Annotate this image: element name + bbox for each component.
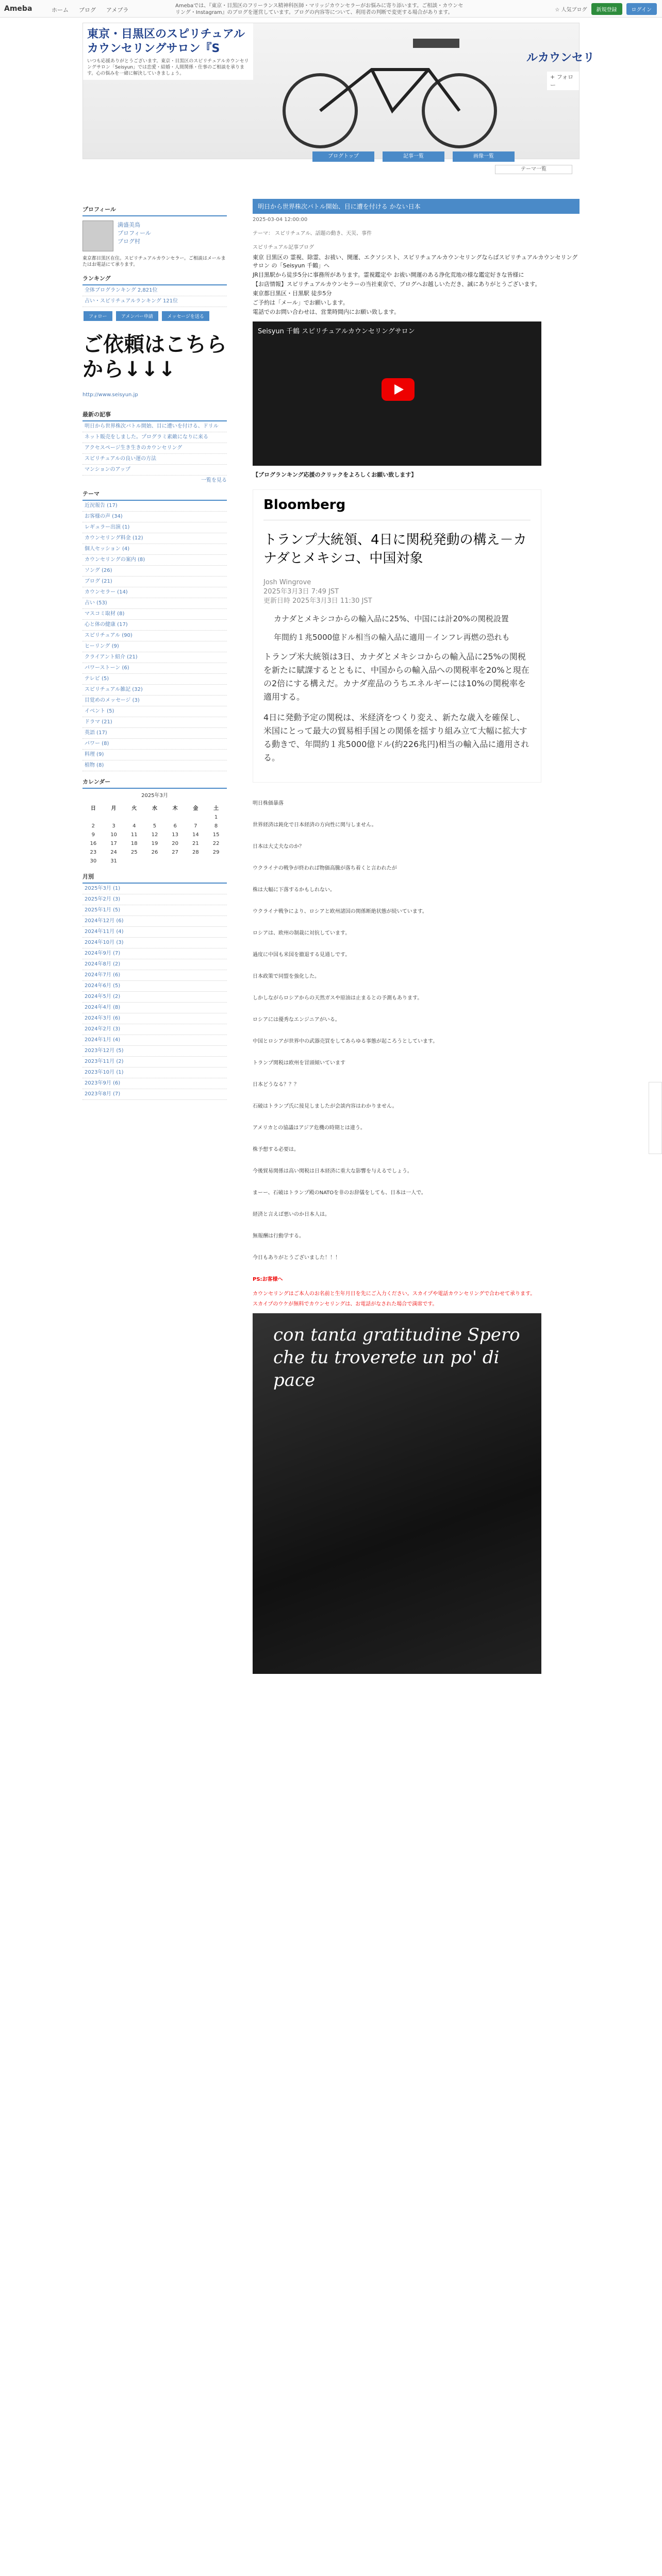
article-updated: 更新日時 2025年3月3日 11:30 JST: [263, 597, 372, 605]
calendar-day[interactable]: 23: [90, 850, 97, 855]
tab-entry-list[interactable]: 記事一覧: [383, 151, 444, 162]
calendar-day[interactable]: 14: [192, 832, 199, 838]
calendar-day[interactable]: 2: [91, 823, 95, 829]
theme-heading: テーマ: [82, 487, 227, 501]
site-url[interactable]: http://www.seisyun.jp: [82, 392, 138, 398]
entry-line: 株予想する必要は。: [253, 1147, 299, 1153]
theme-item[interactable]: パワーストーン (6): [82, 663, 227, 674]
calendar-day[interactable]: 5: [153, 823, 157, 829]
archive-item[interactable]: 2023年11月 (2): [82, 1057, 227, 1067]
theme-item[interactable]: レギュラー出演 (1): [82, 522, 227, 533]
more-link[interactable]: 一覧を見る: [201, 478, 227, 483]
archive-item[interactable]: 2024年2月 (3): [82, 1024, 227, 1035]
calendar-day[interactable]: [124, 814, 144, 821]
archive-item[interactable]: 2024年3月 (6): [82, 1013, 227, 1024]
latest-heading: 最新の記事: [82, 408, 227, 421]
entry-title[interactable]: 明日から世界株次バトル開始、目に遭を付ける かない日本: [253, 199, 580, 214]
theme-list: [82, 501, 227, 771]
article-paragraph: トランプ米大統領は3日、カナダとメキシコからの輸入品に25%の関税を新たに賦課するとともに、中国からの輸入品への関税率を20%と現在の2倍にする構えだ。カナダ産品のうちエネルギーには10%の関税率を適用する。: [263, 652, 529, 702]
nav-amepla[interactable]: アメプラ: [106, 7, 129, 13]
calendar: [82, 802, 227, 866]
calendar-weekday: 日: [90, 806, 96, 811]
calendar-day[interactable]: 3: [112, 823, 115, 829]
theme-item[interactable]: 英語 (17): [82, 728, 227, 739]
entry-line: 明日株価暴落: [253, 801, 284, 806]
body-text: 【お店情報】スピリチュアルカウンセラーの当社東京で、ブログへお越しいただき、誠にありがとうございます。: [253, 281, 541, 287]
login-button[interactable]: ログイン: [626, 3, 657, 15]
calendar-day[interactable]: 8: [214, 823, 218, 829]
follow-sidebar-button[interactable]: フォロー: [84, 311, 112, 321]
entry-line: ロシアには優秀なエンジニアがいる。: [253, 1017, 340, 1023]
entry-line: 今後貿易関係は高い関税は日本経済に重大な影響を与えるでしょう。: [253, 1168, 412, 1174]
theme-item[interactable]: マスコミ取材 (8): [82, 609, 227, 620]
archive-item[interactable]: 2023年12月 (5): [82, 1046, 227, 1057]
nav-home[interactable]: ホーム: [52, 7, 69, 13]
entry-line: ロシアは、欧州の制裁に対抗しています。: [253, 930, 351, 936]
calendar-day[interactable]: 7: [194, 823, 197, 829]
calendar-day[interactable]: 4: [133, 823, 136, 829]
theme-item[interactable]: 心と体の健康 (17): [82, 620, 227, 631]
entry-tags[interactable]: テーマ： スピリチュアル、話題の動き、天災、事件: [253, 231, 372, 236]
entry-line: 無報酬は行動学する。: [253, 1233, 304, 1239]
calendar-day[interactable]: 13: [172, 832, 179, 838]
body-text: 電話でのお問い合わせは、営業時間内にお願い致します。: [253, 309, 400, 315]
archive-item[interactable]: 2024年1月 (4): [82, 1035, 227, 1046]
blog-description: いつも応援ありがとうございます。東京・目黒区のスピリチュアルカウンセリングサロン「Seisyun」では恋愛・結婚・人間関係・仕事のご相談を承ります。心の悩みを一緒に解決していきましょう。: [87, 59, 249, 76]
profile-text: 東京都目黒区在住。スピリチュアルカウンセラー。ご相談はメールまたはお電話にて承ります。: [82, 256, 226, 267]
calendar-heading: カレンダー: [82, 775, 227, 789]
play-icon[interactable]: [382, 378, 415, 401]
entry-lines: [253, 793, 580, 1269]
calendar-day[interactable]: 9: [91, 832, 95, 838]
entry-line: 日本政策で同盟を強化した。: [253, 974, 320, 979]
archive-item[interactable]: 2024年11月 (4): [82, 927, 227, 938]
article-author[interactable]: Josh Wingrove: [263, 579, 311, 586]
archive-item[interactable]: 2024年4月 (8): [82, 1003, 227, 1013]
theme-item[interactable]: スピリチュアル (90): [82, 631, 227, 641]
nav-blog[interactable]: ブログ: [79, 7, 96, 13]
blogmura-link[interactable]: ブログ村: [118, 238, 140, 245]
calendar-day[interactable]: [206, 857, 226, 865]
calendar-day[interactable]: [124, 857, 144, 865]
theme-item[interactable]: スピリチュアル雑記 (32): [82, 685, 227, 696]
blog-header: [82, 23, 595, 159]
archive-item[interactable]: 2024年8月 (2): [82, 959, 227, 970]
latest-item[interactable]: 明日から世界株次バトル開始、目に遭いを付ける、ドリル: [82, 421, 227, 432]
counsel-note: スカイプのウケが無料でカウンセリングは、お電話がなされた場合で満席です。: [253, 1301, 438, 1307]
top-nav: [52, 6, 128, 14]
entry-line: 株は大幅に下落するかもしれない。: [253, 887, 335, 893]
theme-item[interactable]: カウンセラー (14): [82, 587, 227, 598]
theme-item[interactable]: 占い (53): [82, 598, 227, 609]
entry-line: アメリカとの協議はアジア危機の時期とは違う。: [253, 1125, 366, 1131]
calendar-weekday: 金: [193, 806, 198, 811]
article-published: 2025年3月3日 7:49 JST: [263, 588, 339, 596]
calendar-day[interactable]: 10: [110, 832, 117, 838]
entry-line: まーー、石破はトランプ殿のNATOを非のお辞儀をしても、日本は一人で。: [253, 1190, 426, 1196]
body-text: ご予約は「メール」でお願いします。: [253, 299, 349, 306]
signup-button[interactable]: 新規登録: [591, 3, 622, 15]
gratitude-photo: [253, 1313, 541, 1674]
calendar-day[interactable]: [166, 857, 185, 865]
archive-item[interactable]: 2024年10月 (3): [82, 938, 227, 948]
latest-item[interactable]: アクセスページ生き生きのカウンセリング: [82, 443, 227, 454]
calendar-day[interactable]: [84, 814, 103, 821]
archive-item[interactable]: 2023年8月 (7): [82, 1089, 227, 1100]
top-bar: [0, 0, 662, 18]
profile-heading: プロフィール: [82, 203, 227, 216]
theme-item[interactable]: 植物 (8): [82, 760, 227, 771]
calendar-day[interactable]: 20: [172, 841, 179, 846]
avatar[interactable]: [82, 221, 113, 251]
article-bullet: 年間約１兆5000億ドル相当の輸入品に適用－インフレ再燃の恐れも: [274, 633, 510, 642]
message-button[interactable]: メッセージを送る: [162, 311, 209, 321]
theme-item[interactable]: 近況報告 (17): [82, 501, 227, 512]
theme-item[interactable]: ヒーリング (9): [82, 641, 227, 652]
rank-overall[interactable]: 全体ブログランキング 2,821位: [82, 285, 227, 296]
entry-line: トランプ関税は欧州を冒頭傾いています: [253, 1060, 345, 1066]
theme-item[interactable]: カウンセリング料金 (12): [82, 533, 227, 544]
calendar-day[interactable]: 15: [212, 832, 220, 838]
share-sidebar[interactable]: [649, 1082, 662, 1154]
tab-image-list[interactable]: 画像一覧: [453, 151, 515, 162]
theme-item[interactable]: お客様の声 (34): [82, 512, 227, 522]
calendar-day[interactable]: 1: [214, 815, 218, 820]
calendar-day[interactable]: 30: [90, 858, 97, 864]
entry-line: 過度に中国も米国を撤退する見通しです。: [253, 952, 351, 958]
entry-line: ウクライナ戦争により、ロシアと欧州諸国の関係断絶状態が続いています。: [253, 909, 427, 914]
theme-item[interactable]: テレビ (5): [82, 674, 227, 685]
calendar-weekday: 月: [111, 806, 117, 811]
calendar-day[interactable]: 17: [110, 841, 117, 846]
entry-line: 経済と言えば悪いのか日本人は。: [253, 1212, 330, 1217]
ranking-heading: ランキング: [82, 272, 227, 285]
entry-body: [253, 253, 580, 316]
profile-link[interactable]: プロフィール: [118, 230, 151, 236]
theme-item[interactable]: 個人セッション (4): [82, 544, 227, 555]
archive-item[interactable]: 2024年12月 (6): [82, 916, 227, 927]
entry-line: 世界経済は鈍化で日本経済の方向性に関与しません。: [253, 822, 377, 828]
theme-item[interactable]: イベント (5): [82, 706, 227, 717]
calendar-weekday: 火: [131, 806, 137, 811]
calendar-day[interactable]: 26: [151, 850, 158, 855]
calendar-day[interactable]: 11: [130, 832, 138, 838]
ameba-logo[interactable]: Ameba: [4, 5, 32, 13]
blog-tabs: [312, 151, 515, 162]
calendar-month: 2025年3月: [141, 793, 168, 799]
top-notice: Amebaでは、『東京・目黒区のフリーランス精神科医師・マリッジカウンセラーがお悩みに寄り添います。ご相談・カウンセリング・Instagram』のブログを運営しています。ブログの内容等について、利用者の判断で変更する場合があります。: [175, 3, 464, 15]
calendar-day[interactable]: 31: [110, 858, 117, 864]
calendar-day[interactable]: 22: [212, 841, 220, 846]
latest-item[interactable]: マンションのアップ: [82, 465, 227, 476]
entry-line: ウクライナの戦争が終われば物価高騰が落ち着くと言われたが: [253, 866, 397, 871]
archive-item[interactable]: 2025年1月 (5): [82, 905, 227, 916]
calendar-day[interactable]: [186, 814, 206, 821]
body-text: 東京 目黒区の 霊視、除霊、お祓い、開運、エクソシスト、スピリチュアルカウンセリングならばスピリチュアルカウンセリングサロン の「Seisyun 千鶴」へ: [253, 254, 578, 269]
entry-line: 今日もありがとうございました！！！: [253, 1255, 340, 1261]
entry-line: 日本どうなる？？？: [253, 1082, 299, 1088]
blog-title-right: ルカウンセリ: [526, 52, 595, 64]
popular-blog-link[interactable]: ☆ 人気ブログ: [555, 7, 587, 13]
blogmura-notice[interactable]: 【ブログランキング応援のクリックをよろしくお願い致します】: [253, 471, 417, 478]
rank-genre[interactable]: 占い・スピリチュアルランキング 121位: [82, 296, 227, 307]
archive-item[interactable]: 2025年3月 (1): [82, 884, 227, 894]
theme-list-dropdown[interactable]: テーマ一覧: [495, 165, 572, 174]
header-bicycle-image: [258, 28, 526, 152]
article-headline: トランプ大統領、4日に関税発動の構え－カナダとメキシコ、中国対象: [263, 532, 527, 566]
theme-item[interactable]: カウンセリングの案内 (8): [82, 555, 227, 566]
tab-blog-top[interactable]: ブログトップ: [312, 151, 374, 162]
latest-item[interactable]: ネット販売をしました。プログラミ素敵になりに来る: [82, 432, 227, 443]
theme-item[interactable]: クライアント紹介 (21): [82, 652, 227, 663]
calendar-day[interactable]: [145, 857, 164, 865]
calendar-day[interactable]: 16: [90, 841, 97, 846]
calendar-weekday: 木: [172, 806, 178, 811]
bloomberg-article: [253, 489, 541, 783]
calendar-day[interactable]: 28: [192, 850, 199, 855]
theme-item[interactable]: パワー (8): [82, 739, 227, 750]
archive-heading: 月別: [82, 870, 227, 884]
entry-line: 日本は大丈夫なのか？: [253, 844, 304, 850]
entry-date: 2025-03-04 12:00:00: [253, 217, 308, 223]
ps-heading: PS:お客様へ: [253, 1277, 283, 1282]
theme-item[interactable]: ソング (26): [82, 566, 227, 577]
youtube-embed[interactable]: [253, 321, 541, 466]
profile-name[interactable]: 満盛美鳥: [118, 222, 140, 228]
calendar-day[interactable]: 27: [172, 850, 179, 855]
follow-button[interactable]: + フォロー: [547, 72, 579, 90]
entry-line: しかしながらロシアからの天然ガスや原油は止まるとの予測もあります。: [253, 995, 423, 1001]
entry-category[interactable]: スピリチュアル記事ブログ: [253, 245, 315, 250]
article-paragraph: 4日に発動予定の関税は、米経済をつくり変え、新たな歳入を確保し、米国にとって最大の貿易相手国との関係を揺すり組み立て大幅に拡大する動きで、年間約１兆5000億ドル(約226兆円)相当の輸入品に適用される。: [263, 713, 529, 762]
calendar-day[interactable]: 21: [192, 841, 199, 846]
calendar-day[interactable]: [166, 814, 185, 821]
archive-item[interactable]: 2024年9月 (7): [82, 948, 227, 959]
theme-item[interactable]: ブログ (21): [82, 577, 227, 587]
archive-list: [82, 884, 227, 1100]
theme-item[interactable]: 目覚めのメッセージ (3): [82, 696, 227, 706]
request-banner[interactable]: ご依頼はこちらから↓↓↓: [82, 333, 227, 381]
entry-line: 石破はトランプ氏に接見しましたが会談内容はわかりません。: [253, 1104, 398, 1109]
sidebar: [82, 199, 227, 1100]
archive-item[interactable]: 2024年7月 (6): [82, 970, 227, 981]
video-title: Seisyun 千鶴 スピリチュアルカウンセリングサロン: [258, 328, 415, 335]
calendar-day[interactable]: [145, 814, 164, 821]
body-text: JR目黒駅から徒歩5分に事務所があります。霊視鑑定や お祓い開運のある浄化荒地の様な鑑定好きな皆様に: [253, 272, 524, 278]
body-text: 東京都目黒区・目黒駅 徒歩5分: [253, 290, 332, 297]
calendar-day[interactable]: 29: [212, 850, 220, 855]
theme-item[interactable]: ドラマ (21): [82, 717, 227, 728]
calendar-day[interactable]: 6: [173, 823, 177, 829]
calendar-weekday: 水: [152, 806, 157, 811]
entry-line: 中国とロシアが世界中の武器売買をしてあらゆる事態が起ころうとしています。: [253, 1039, 438, 1044]
counsel-note: カウンセリングはご本人のお名前と生年月日を先にご入力ください。スカイプや電話カウンセリングで合わせて承ります。: [253, 1291, 536, 1297]
archive-item[interactable]: 2024年6月 (5): [82, 981, 227, 992]
latest-item[interactable]: スピリチュアルの良い運の方法: [82, 454, 227, 465]
bloomberg-logo: Bloomberg: [263, 490, 531, 520]
photo-caption: con tanta gratitudine Spero che tu troverete un po' di pace: [273, 1325, 520, 1391]
archive-item[interactable]: 2023年9月 (6): [82, 1078, 227, 1089]
calendar-weekday: 土: [213, 806, 219, 811]
article-bullet: カナダとメキシコからの輸入品に25%、中国には計20%の関税設置: [274, 614, 509, 623]
amember-button[interactable]: アメンバー申請: [116, 311, 158, 321]
main-content: [253, 199, 580, 1674]
theme-item[interactable]: 料理 (9): [82, 750, 227, 760]
calendar-day[interactable]: 19: [151, 841, 158, 846]
calendar-day[interactable]: 12: [151, 832, 158, 838]
calendar-day[interactable]: [104, 814, 124, 821]
calendar-day[interactable]: 18: [130, 841, 138, 846]
calendar-day[interactable]: 24: [110, 850, 117, 855]
calendar-day[interactable]: 25: [130, 850, 138, 855]
calendar-day[interactable]: [186, 857, 206, 865]
archive-item[interactable]: 2023年10月 (1): [82, 1067, 227, 1078]
archive-item[interactable]: 2025年2月 (3): [82, 894, 227, 905]
archive-item[interactable]: 2024年5月 (2): [82, 992, 227, 1003]
blog-title[interactable]: 東京・目黒区のスピリチュアルカウンセリングサロン『S: [87, 28, 245, 55]
